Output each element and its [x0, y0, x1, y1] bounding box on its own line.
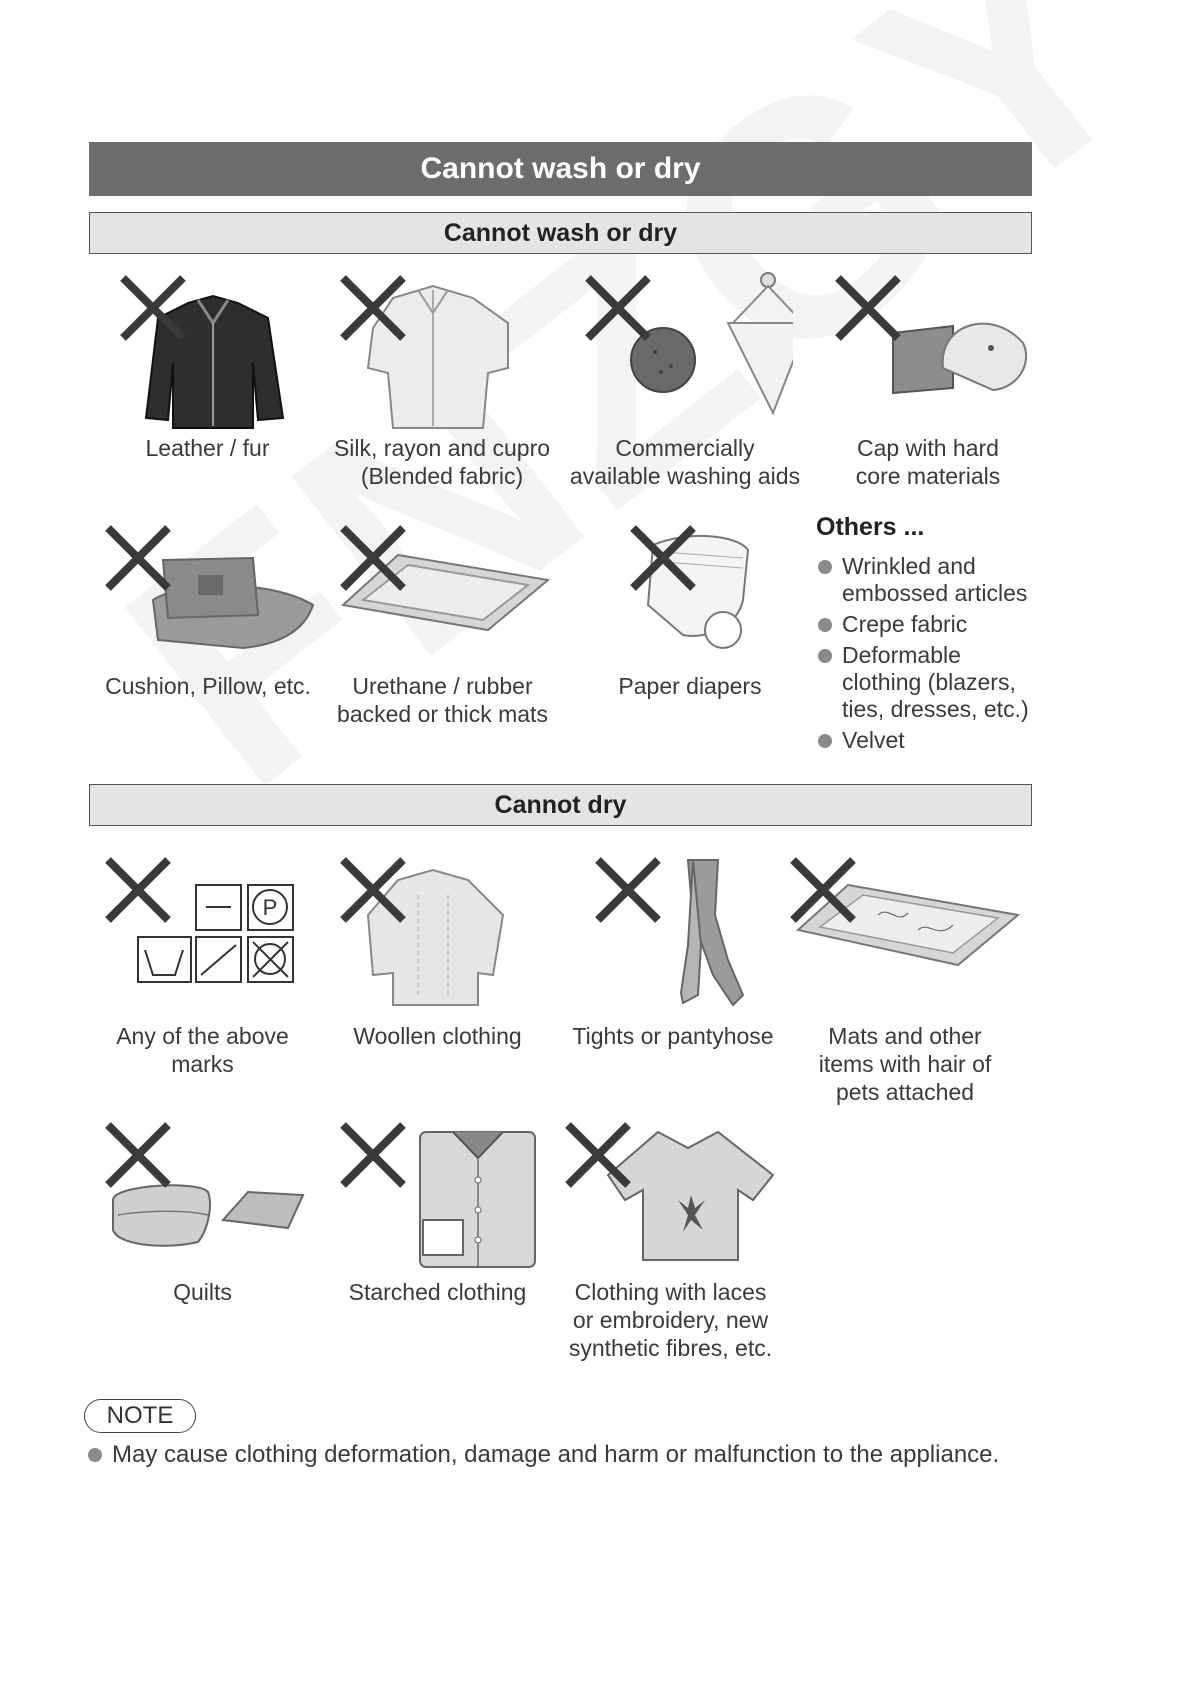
- item-label: Commercially available washing aids: [569, 435, 801, 489]
- quilt-icon: [103, 1120, 308, 1260]
- item-label: Paper diapers: [618, 673, 762, 699]
- cushion-icon: [103, 520, 318, 665]
- item-label: Tights or pantyhose: [572, 1023, 774, 1049]
- item-label: Cushion, Pillow, etc.: [105, 673, 311, 699]
- item-label: Cap with hard core materials: [855, 435, 1001, 489]
- pet-hair-mat-icon: [788, 855, 1023, 985]
- item-label: Leather / fur: [145, 435, 270, 461]
- section-title-cannot-dry: Cannot dry: [89, 784, 1032, 826]
- svg-text:P: P: [262, 895, 278, 920]
- bullet-icon: [88, 1448, 102, 1462]
- note-text: May cause clothing deformation, damage and harm or malfunction to the appliance.: [86, 1441, 1112, 1469]
- section-title-cannot-wash-or-dry: Cannot wash or dry: [89, 212, 1032, 254]
- bullet-icon: [818, 734, 832, 748]
- item-label: Mats and other items with hair of pets attached: [818, 1023, 992, 1105]
- item-label: Urethane / rubber backed or thick mats: [337, 673, 548, 727]
- lace-blouse-icon: [563, 1120, 783, 1270]
- others-title: Others ...: [816, 513, 925, 541]
- silk-shirt-icon: [338, 268, 548, 433]
- diaper-icon: [628, 520, 758, 665]
- note-badge: NOTE: [84, 1399, 196, 1433]
- page-title: Cannot wash or dry: [89, 142, 1032, 196]
- others-item: Crepe fabric: [816, 611, 1046, 638]
- others-item: Deformable clothing (blazers, ties, dresses, etc.): [816, 642, 1046, 723]
- starched-shirt-icon: [338, 1120, 543, 1270]
- others-list: [816, 553, 1046, 758]
- bullet-icon: [818, 618, 832, 632]
- item-label: Woollen clothing: [353, 1023, 522, 1049]
- others-item: Wrinkled and embossed articles: [816, 553, 1046, 607]
- cap-icon: [833, 268, 1033, 433]
- item-label: Starched clothing: [348, 1279, 527, 1305]
- washing-aids-icon: [583, 268, 793, 433]
- item-label: Silk, rayon and cupro (Blended fabric): [333, 435, 551, 489]
- mat-icon: [338, 520, 553, 665]
- item-label: Quilts: [173, 1279, 232, 1305]
- woollen-sweater-icon: [338, 855, 538, 1010]
- item-label: Any of the above marks: [116, 1023, 289, 1077]
- item-label: Clothing with laces or embroidery, new synthetic fibres, etc.: [568, 1279, 773, 1361]
- care-marks-icon: [103, 855, 303, 985]
- tights-icon: [593, 855, 773, 1015]
- bullet-icon: [818, 649, 832, 663]
- leather-jacket-icon: [118, 268, 298, 433]
- others-item: Velvet: [816, 727, 1046, 754]
- bullet-icon: [818, 560, 832, 574]
